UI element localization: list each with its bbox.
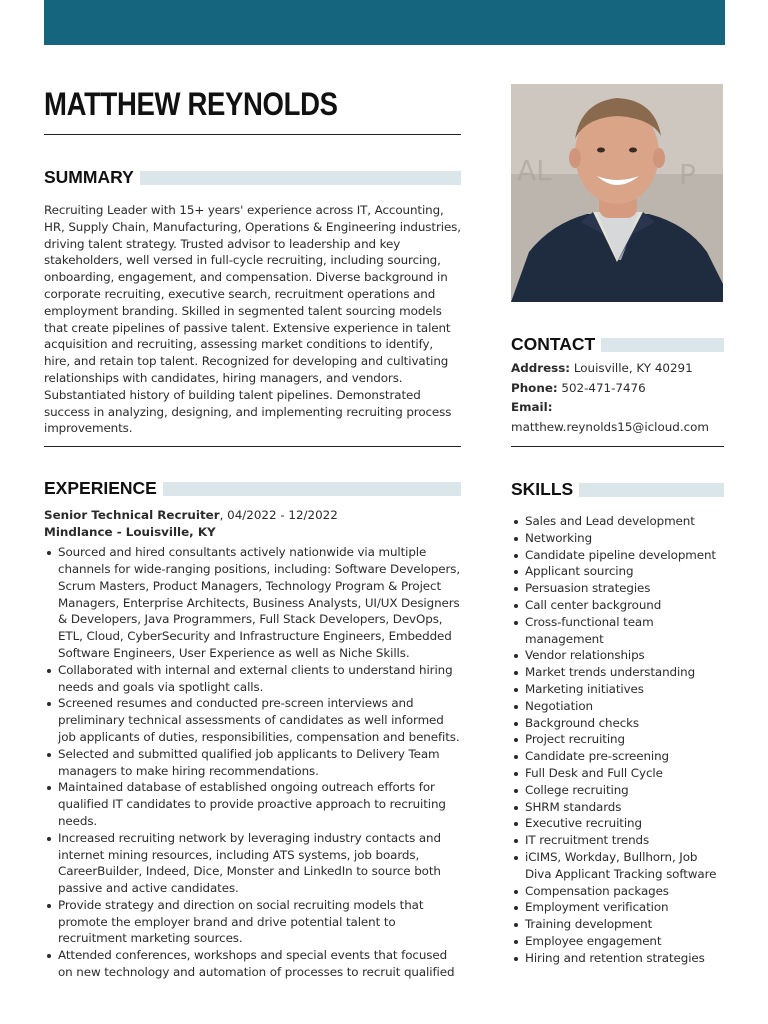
contact-email-label xyxy=(511,398,724,418)
summary-heading-label: SUMMARY xyxy=(44,167,134,187)
phone-label: Phone: xyxy=(511,380,558,395)
skill-item: IT recruitment trends xyxy=(511,832,724,849)
profile-photo xyxy=(511,84,723,302)
experience-bullet: Attended conferences, workshops and special events that focused on new technology and automation of processes to recruit qualified xyxy=(44,947,461,981)
experience-heading-label: EXPERIENCE xyxy=(44,478,157,499)
heading-accent-bar xyxy=(163,482,461,496)
experience-heading xyxy=(44,478,461,499)
skill-item: Market trends understanding xyxy=(511,664,724,681)
contact-details xyxy=(511,359,724,437)
job-title: Senior Technical Recruiter xyxy=(44,508,220,523)
skill-item: Project recruiting xyxy=(511,731,724,748)
address-value: Louisville, KY 40291 xyxy=(570,361,693,375)
skill-item: Background checks xyxy=(511,715,724,732)
skill-item: iCIMS, Workday, Bullhorn, Job Diva Applicant Tracking software xyxy=(511,849,724,883)
candidate-name: MATTHEW REYNOLDS xyxy=(44,86,338,122)
experience-bullet: Increased recruiting network by leveraging industry contacts and internet mining resources, including ATS systems, job boards, CareerBuilder, Indeed, Dice, Monster and LinkedIn to source both passive and active candidates. xyxy=(44,830,461,897)
skills-list xyxy=(511,513,724,967)
side-column xyxy=(511,84,724,967)
skill-item: Vendor relationships xyxy=(511,647,724,664)
skill-item: Persuasion strategies xyxy=(511,580,724,597)
skill-item: SHRM standards xyxy=(511,799,724,816)
summary-heading xyxy=(44,167,461,188)
skill-item: Applicant sourcing xyxy=(511,563,724,580)
skill-item: Full Desk and Full Cycle xyxy=(511,765,724,782)
skill-item: Candidate pipeline development xyxy=(511,547,724,564)
skill-item: Negotiation xyxy=(511,698,724,715)
skill-item: Networking xyxy=(511,530,724,547)
job-entry xyxy=(44,507,461,541)
svg-text:P: P xyxy=(679,158,696,191)
contact-phone xyxy=(511,379,724,399)
heading-accent-bar xyxy=(579,483,724,497)
skill-item: Sales and Lead development xyxy=(511,513,724,530)
job-company: Mindlance - Louisville, KY xyxy=(44,525,216,540)
skill-item: Training development xyxy=(511,916,724,933)
contact-email: matthew.reynolds15@icloud.com xyxy=(511,419,709,434)
skill-item: Marketing initiatives xyxy=(511,681,724,698)
email-label: Email: xyxy=(511,400,553,414)
skill-item: Hiring and retention strategies xyxy=(511,950,724,967)
skills-heading-label: SKILLS xyxy=(511,479,574,499)
contact-heading xyxy=(511,334,724,355)
divider xyxy=(44,134,461,135)
experience-bullet: Sourced and hired consultants actively nationwide via multiple channels for wide-ranging positions, including: Software Developers, Scrum Masters, Product Managers, Technology Program & Project Managers, Enterprise Architects, Business Analysts, UI/UX Designers & Developers, Java Programmers, Full Stack Developers, DevOps, ETL, Cloud, CyberSecurity and Infrastructure Engineers, Embedded Software Engineers, User Experience as well as Niche Skills. xyxy=(44,544,461,662)
heading-accent-bar xyxy=(140,171,461,185)
job-dates: , 04/2022 - 12/2022 xyxy=(219,508,338,523)
summary-text: Recruiting Leader with 15+ years' experience across IT, Accounting, HR, Supply Chain, Manufacturing, Operations & Engineering industries, driving talent strategy. Trusted advisor to leadership and key stakeholders, well versed in full-cycle recruiting, including sourcing, onboarding, engagement, and compensation. Diverse background in corporate recruiting, executive search, recruitment operations and employment branding. Skilled in segmented talent sourcing models that create pipelines of passive talent. Extensive experience in talent acquisition and recruiting, assessing market conditions to identify, hire, and retain top talent. Recognized for developing and cultivating relationships with candidates, hiring managers, and vendors. Substantiated history of building talent pipelines. Demonstrated success in analyzing, designing, and implementing recruiting process improvements. xyxy=(44,203,461,436)
skill-item: College recruiting xyxy=(511,782,724,799)
skill-item: Employee engagement xyxy=(511,933,724,950)
heading-accent-bar xyxy=(601,338,724,352)
experience-bullet: Provide strategy and direction on social recruiting models that promote the employer brand and drive potential talent to recruitment marketing sources. xyxy=(44,897,461,947)
skill-item: Compensation packages xyxy=(511,883,724,900)
header-color-bar xyxy=(44,0,725,45)
experience-bullet: Selected and submitted qualified job applicants to Delivery Team managers to make hiring recommendations. xyxy=(44,746,461,780)
skill-item: Cross-functional team management xyxy=(511,614,724,648)
phone-value: 502-471-7476 xyxy=(557,380,646,395)
main-column xyxy=(44,84,461,981)
skill-item: Call center background xyxy=(511,597,724,614)
skill-item: Employment verification xyxy=(511,899,724,916)
skill-item: Candidate pre-screening xyxy=(511,748,724,765)
experience-bullet: Maintained database of established ongoing outreach efforts for qualified IT candidates to provide proactive approach to recruiting needs. xyxy=(44,779,461,829)
skills-heading xyxy=(511,479,724,500)
job-bullets xyxy=(44,544,461,981)
divider xyxy=(511,446,724,447)
experience-bullet: Collaborated with internal and external clients to understand hiring needs and goals via spotlight calls. xyxy=(44,662,461,696)
address-label: Address: xyxy=(511,361,571,375)
profile-photo-illustration xyxy=(511,84,723,302)
experience-bullet: Screened resumes and conducted pre-screen interviews and preliminary technical assessments of candidates as well informed job applicants of duties, responsibilities, compensation and benefits. xyxy=(44,695,461,745)
contact-address xyxy=(511,359,724,379)
job-title-line xyxy=(44,507,461,524)
contact-heading-label: CONTACT xyxy=(511,334,596,354)
divider xyxy=(44,446,461,447)
skill-item: Executive recruiting xyxy=(511,815,724,832)
svg-text:AL: AL xyxy=(517,154,552,187)
